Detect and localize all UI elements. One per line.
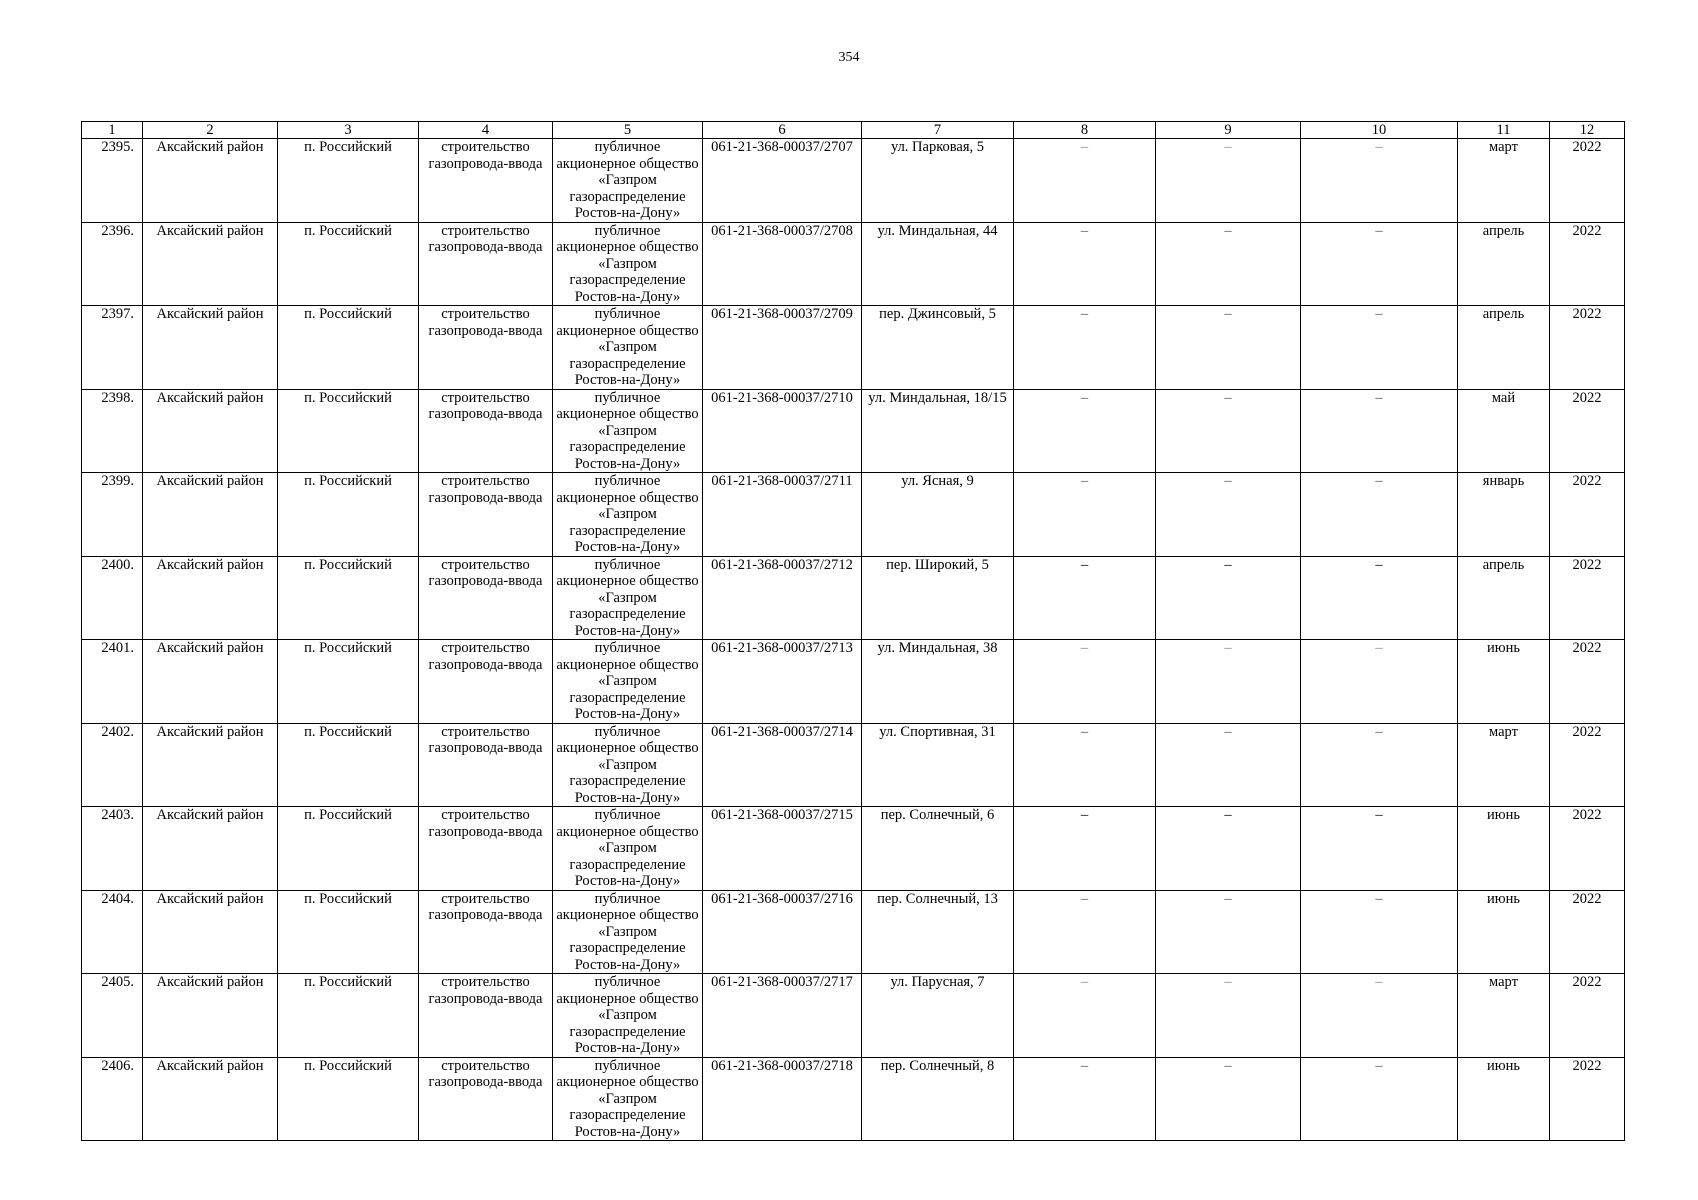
dash-cell: –: [1014, 389, 1156, 473]
dash-cell: –: [1301, 723, 1458, 807]
owner-cell: публичное акционерное общество «Газпром газораспределение Ростов-на-Дону»: [553, 222, 703, 306]
year-cell: 2022: [1550, 473, 1625, 557]
year-cell: 2022: [1550, 306, 1625, 390]
owner-cell: публичное акционерное общество «Газпром газораспределение Ростов-на-Дону»: [553, 139, 703, 223]
table-row: [82, 139, 1625, 223]
dash-cell: –: [1156, 890, 1301, 974]
table-row: [82, 974, 1625, 1058]
settlement-cell: п. Российский: [278, 306, 419, 390]
dash-cell: –: [1014, 723, 1156, 807]
owner-cell: публичное акционерное общество «Газпром газораспределение Ростов-на-Дону»: [553, 556, 703, 640]
month-cell: июнь: [1458, 890, 1550, 974]
year-cell: 2022: [1550, 974, 1625, 1058]
row-number: 2401.: [82, 640, 143, 724]
table-row: [82, 222, 1625, 306]
row-number: 2396.: [82, 222, 143, 306]
code-cell: 061-21-368-00037/2713: [703, 640, 862, 724]
page-number: 354: [838, 50, 860, 65]
dash-cell: –: [1301, 807, 1458, 891]
dash-cell: –: [1156, 1057, 1301, 1141]
owner-cell: публичное акционерное общество «Газпром газораспределение Ростов-на-Дону»: [553, 389, 703, 473]
work-type-cell: строительство газопровода-ввода: [419, 723, 553, 807]
work-type-cell: строительство газопровода-ввода: [419, 640, 553, 724]
district-cell: Аксайский район: [143, 306, 278, 390]
address-cell: ул. Спортивная, 31: [862, 723, 1014, 807]
settlement-cell: п. Российский: [278, 139, 419, 223]
work-type-cell: строительство газопровода-ввода: [419, 890, 553, 974]
year-cell: 2022: [1550, 139, 1625, 223]
district-cell: Аксайский район: [143, 139, 278, 223]
dash-cell: –: [1014, 473, 1156, 557]
header-row: [82, 122, 1625, 139]
dash-cell: –: [1014, 556, 1156, 640]
district-cell: Аксайский район: [143, 890, 278, 974]
dash-cell: –: [1301, 974, 1458, 1058]
work-type-cell: строительство газопровода-ввода: [419, 974, 553, 1058]
dash-cell: –: [1301, 473, 1458, 557]
owner-cell: публичное акционерное общество «Газпром газораспределение Ростов-на-Дону»: [553, 640, 703, 724]
code-cell: 061-21-368-00037/2709: [703, 306, 862, 390]
dash-cell: –: [1301, 556, 1458, 640]
district-cell: Аксайский район: [143, 473, 278, 557]
district-cell: Аксайский район: [143, 222, 278, 306]
column-header: 12: [1550, 122, 1625, 139]
work-type-cell: строительство газопровода-ввода: [419, 1057, 553, 1141]
table-row: [82, 723, 1625, 807]
owner-cell: публичное акционерное общество «Газпром газораспределение Ростов-на-Дону»: [553, 890, 703, 974]
code-cell: 061-21-368-00037/2716: [703, 890, 862, 974]
settlement-cell: п. Российский: [278, 640, 419, 724]
year-cell: 2022: [1550, 640, 1625, 724]
address-cell: ул. Ясная, 9: [862, 473, 1014, 557]
dash-cell: –: [1301, 1057, 1458, 1141]
settlement-cell: п. Российский: [278, 556, 419, 640]
month-cell: апрель: [1458, 306, 1550, 390]
dash-cell: –: [1301, 389, 1458, 473]
code-cell: 061-21-368-00037/2715: [703, 807, 862, 891]
month-cell: июнь: [1458, 640, 1550, 724]
table-row: [82, 306, 1625, 390]
address-cell: ул. Парусная, 7: [862, 974, 1014, 1058]
code-cell: 061-21-368-00037/2707: [703, 139, 862, 223]
dash-cell: –: [1014, 1057, 1156, 1141]
dash-cell: –: [1156, 306, 1301, 390]
column-header: 4: [419, 122, 553, 139]
year-cell: 2022: [1550, 556, 1625, 640]
settlement-cell: п. Российский: [278, 222, 419, 306]
address-cell: пер. Джинсовый, 5: [862, 306, 1014, 390]
code-cell: 061-21-368-00037/2711: [703, 473, 862, 557]
dash-cell: –: [1014, 222, 1156, 306]
owner-cell: публичное акционерное общество «Газпром газораспределение Ростов-на-Дону»: [553, 974, 703, 1058]
year-cell: 2022: [1550, 222, 1625, 306]
year-cell: 2022: [1550, 807, 1625, 891]
dash-cell: –: [1156, 974, 1301, 1058]
district-cell: Аксайский район: [143, 556, 278, 640]
district-cell: Аксайский район: [143, 640, 278, 724]
dash-cell: –: [1156, 389, 1301, 473]
address-cell: ул. Миндальная, 44: [862, 222, 1014, 306]
district-cell: Аксайский район: [143, 723, 278, 807]
settlement-cell: п. Российский: [278, 890, 419, 974]
row-number: 2400.: [82, 556, 143, 640]
table-row: [82, 1057, 1625, 1141]
owner-cell: публичное акционерное общество «Газпром газораспределение Ростов-на-Дону»: [553, 1057, 703, 1141]
owner-cell: публичное акционерное общество «Газпром газораспределение Ростов-на-Дону»: [553, 473, 703, 557]
column-header: 5: [553, 122, 703, 139]
column-header: 2: [143, 122, 278, 139]
month-cell: март: [1458, 723, 1550, 807]
row-number: 2398.: [82, 389, 143, 473]
column-header: 10: [1301, 122, 1458, 139]
district-cell: Аксайский район: [143, 389, 278, 473]
dash-cell: –: [1014, 974, 1156, 1058]
month-cell: июнь: [1458, 807, 1550, 891]
month-cell: январь: [1458, 473, 1550, 557]
work-type-cell: строительство газопровода-ввода: [419, 306, 553, 390]
dash-cell: –: [1156, 473, 1301, 557]
month-cell: март: [1458, 139, 1550, 223]
year-cell: 2022: [1550, 890, 1625, 974]
code-cell: 061-21-368-00037/2708: [703, 222, 862, 306]
column-header: 8: [1014, 122, 1156, 139]
column-header: 9: [1156, 122, 1301, 139]
dash-cell: –: [1301, 890, 1458, 974]
settlement-cell: п. Российский: [278, 1057, 419, 1141]
work-type-cell: строительство газопровода-ввода: [419, 139, 553, 223]
dash-cell: –: [1156, 139, 1301, 223]
table-row: [82, 473, 1625, 557]
table-row: [82, 890, 1625, 974]
dash-cell: –: [1156, 556, 1301, 640]
settlement-cell: п. Российский: [278, 807, 419, 891]
work-type-cell: строительство газопровода-ввода: [419, 222, 553, 306]
address-cell: пер. Солнечный, 13: [862, 890, 1014, 974]
column-header: 6: [703, 122, 862, 139]
column-header: 11: [1458, 122, 1550, 139]
row-number: 2404.: [82, 890, 143, 974]
dash-cell: –: [1156, 222, 1301, 306]
dash-cell: –: [1301, 139, 1458, 223]
month-cell: апрель: [1458, 222, 1550, 306]
table-row: [82, 389, 1625, 473]
code-cell: 061-21-368-00037/2710: [703, 389, 862, 473]
table-row: [82, 640, 1625, 724]
month-cell: апрель: [1458, 556, 1550, 640]
row-number: 2403.: [82, 807, 143, 891]
column-header: 7: [862, 122, 1014, 139]
row-number: 2406.: [82, 1057, 143, 1141]
owner-cell: публичное акционерное общество «Газпром газораспределение Ростов-на-Дону»: [553, 306, 703, 390]
column-header: 1: [82, 122, 143, 139]
row-number: 2402.: [82, 723, 143, 807]
address-cell: пер. Солнечный, 8: [862, 1057, 1014, 1141]
address-cell: пер. Солнечный, 6: [862, 807, 1014, 891]
month-cell: март: [1458, 974, 1550, 1058]
column-header: 3: [278, 122, 419, 139]
table-row: [82, 807, 1625, 891]
code-cell: 061-21-368-00037/2717: [703, 974, 862, 1058]
work-type-cell: строительство газопровода-ввода: [419, 807, 553, 891]
district-cell: Аксайский район: [143, 974, 278, 1058]
year-cell: 2022: [1550, 1057, 1625, 1141]
month-cell: июнь: [1458, 1057, 1550, 1141]
dash-cell: –: [1301, 306, 1458, 390]
settlement-cell: п. Российский: [278, 473, 419, 557]
dash-cell: –: [1014, 306, 1156, 390]
work-type-cell: строительство газопровода-ввода: [419, 473, 553, 557]
settlement-cell: п. Российский: [278, 389, 419, 473]
registry-table: [81, 121, 1625, 1141]
address-cell: пер. Широкий, 5: [862, 556, 1014, 640]
dash-cell: –: [1014, 640, 1156, 724]
year-cell: 2022: [1550, 389, 1625, 473]
code-cell: 061-21-368-00037/2712: [703, 556, 862, 640]
district-cell: Аксайский район: [143, 1057, 278, 1141]
work-type-cell: строительство газопровода-ввода: [419, 389, 553, 473]
dash-cell: –: [1156, 723, 1301, 807]
owner-cell: публичное акционерное общество «Газпром газораспределение Ростов-на-Дону»: [553, 723, 703, 807]
address-cell: ул. Миндальная, 18/15: [862, 389, 1014, 473]
year-cell: 2022: [1550, 723, 1625, 807]
dash-cell: –: [1014, 807, 1156, 891]
month-cell: май: [1458, 389, 1550, 473]
table-row: [82, 556, 1625, 640]
row-number: 2405.: [82, 974, 143, 1058]
code-cell: 061-21-368-00037/2714: [703, 723, 862, 807]
address-cell: ул. Парковая, 5: [862, 139, 1014, 223]
dash-cell: –: [1014, 139, 1156, 223]
dash-cell: –: [1014, 890, 1156, 974]
work-type-cell: строительство газопровода-ввода: [419, 556, 553, 640]
row-number: 2397.: [82, 306, 143, 390]
dash-cell: –: [1301, 222, 1458, 306]
dash-cell: –: [1156, 807, 1301, 891]
dash-cell: –: [1156, 640, 1301, 724]
row-number: 2399.: [82, 473, 143, 557]
district-cell: Аксайский район: [143, 807, 278, 891]
address-cell: ул. Миндальная, 38: [862, 640, 1014, 724]
settlement-cell: п. Российский: [278, 974, 419, 1058]
dash-cell: –: [1301, 640, 1458, 724]
owner-cell: публичное акционерное общество «Газпром газораспределение Ростов-на-Дону»: [553, 807, 703, 891]
code-cell: 061-21-368-00037/2718: [703, 1057, 862, 1141]
row-number: 2395.: [82, 139, 143, 223]
settlement-cell: п. Российский: [278, 723, 419, 807]
